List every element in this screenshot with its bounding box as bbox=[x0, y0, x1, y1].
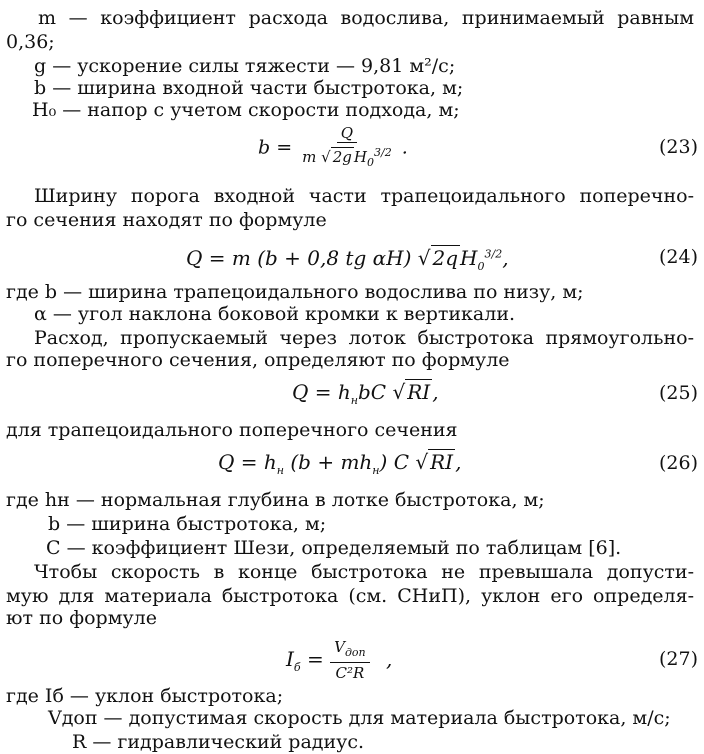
def-h0-line: H₀ — напор с учетом скорости подхода, м; bbox=[32, 99, 460, 121]
eq24-h-sub: 0 bbox=[477, 260, 485, 273]
eq27-eq: = bbox=[300, 647, 324, 671]
def2-alpha-line: α — угол наклона боковой кромки к вертикали. bbox=[34, 303, 516, 325]
eq25-radicand: RI bbox=[407, 380, 431, 404]
def4-i-line: где Iб — уклон быстротока; bbox=[6, 685, 284, 707]
eq23-denominator: m √ 2g $H_0^{3/2}$ bbox=[302, 146, 392, 169]
equation-26: $Q = h_н$ $(b + mh_н)$ C √ RI , bbox=[218, 450, 462, 477]
para3-line1: для трапецоидального поперечного сечения bbox=[6, 419, 458, 441]
eq23-lhs: b = bbox=[258, 136, 293, 159]
def-g-line: g — ускорение силы тяжести — 9,81 м²/с; bbox=[34, 55, 456, 77]
eq23-den-radicand: 2g bbox=[332, 148, 352, 166]
def3-b-line: b — ширина быстротока, м; bbox=[48, 513, 327, 535]
def4-r-line: R — гидравлический радиус. bbox=[72, 731, 365, 753]
eq27-fraction bbox=[330, 638, 370, 683]
eq25-sub: н bbox=[350, 394, 358, 407]
eq25-tail: , bbox=[432, 380, 439, 404]
para2-line2: го поперечного сечения, определяют по формуле bbox=[6, 349, 510, 371]
def4-v-line: Vдоп — допустимая скорость для материала быстротока, м/с; bbox=[48, 707, 671, 729]
eq26-text3: ) C bbox=[379, 450, 410, 474]
eq23-numerator: Q bbox=[337, 124, 357, 143]
eq25-number: (25) bbox=[658, 382, 698, 404]
eq27-num-sub: доп bbox=[344, 646, 366, 659]
equation-24: Q = m (b + 0,8 tg αH) √ 2q $H_0^{3/2}$, bbox=[186, 246, 509, 273]
def3-c-line: C — коэффициент Шези, определяемый по таблицам [6]. bbox=[46, 537, 622, 559]
eq27-denominator: C²R bbox=[335, 664, 365, 682]
eq24-text: Q = m (b + 0,8 tg αH) bbox=[186, 246, 412, 270]
equation-27 bbox=[286, 638, 392, 683]
def3-hn-line: где hн — нормальная глубина в лотке быстротока, м; bbox=[6, 489, 545, 511]
para4-line2: мую для материала быстротока (см. СНиП), уклон его определя- bbox=[6, 585, 694, 607]
eq24-h-sup: 3/2 bbox=[484, 247, 503, 261]
eq23-fraction bbox=[298, 124, 396, 173]
equation-25: $Q = h_нbC$ √ RI , bbox=[292, 380, 439, 407]
eq25-text2: bC bbox=[358, 380, 387, 404]
def-m-line: m — коэффициент расхода водослива, принимаемый равным bbox=[38, 7, 694, 29]
eq23-den-h-sub: 0 bbox=[366, 156, 374, 169]
def-b-line: b — ширина входной части быстротока, м; bbox=[34, 77, 464, 99]
eq23-den-h-sup: 3/2 bbox=[373, 146, 392, 159]
def2-b-line: где b — ширина трапецоидального водослива по низу, м; bbox=[6, 281, 584, 303]
eq26-text: Q = h bbox=[218, 450, 277, 474]
eq26-radicand: RI bbox=[430, 450, 454, 474]
eq24-h: H bbox=[460, 246, 478, 270]
equation-23 bbox=[258, 124, 408, 173]
eq25-text: Q = h bbox=[292, 380, 351, 404]
eq23-den-h: H bbox=[353, 148, 367, 166]
def-m-cont: 0,36; bbox=[6, 31, 55, 53]
eq26-tail: , bbox=[455, 450, 462, 474]
eq27-lhs-sub: б bbox=[293, 661, 301, 674]
eq24-tail: , bbox=[502, 246, 509, 270]
eq26-sub: н bbox=[276, 464, 284, 477]
eq23-number: (23) bbox=[658, 136, 698, 158]
eq27-lhs: I bbox=[286, 647, 294, 671]
eq24-number: (24) bbox=[658, 246, 698, 268]
eq27-tail: , bbox=[386, 647, 393, 671]
para4-line1: Чтобы скорость в конце быстротока не превышала допусти- bbox=[34, 561, 694, 583]
eq27-number: (27) bbox=[658, 648, 698, 670]
eq24-radicand: 2q bbox=[432, 246, 459, 270]
eq23-tail: . bbox=[401, 136, 408, 159]
para4-line3: ют по формуле bbox=[6, 607, 157, 629]
para2-line1: Расход, пропускаемый через лоток быстротока прямоугольно- bbox=[34, 327, 694, 349]
eq23-den-m: m bbox=[302, 148, 317, 166]
eq27-num-v: V bbox=[334, 638, 345, 656]
para1-line1: Ширину порога входной части трапецоидального поперечно- bbox=[34, 185, 694, 207]
eq26-number: (26) bbox=[658, 452, 698, 474]
para1-line2: го сечения находят по формуле bbox=[6, 209, 327, 231]
eq26-sub2: н bbox=[372, 464, 380, 477]
eq26-text2: (b + mh bbox=[290, 450, 373, 474]
eq27-numerator bbox=[330, 638, 370, 663]
